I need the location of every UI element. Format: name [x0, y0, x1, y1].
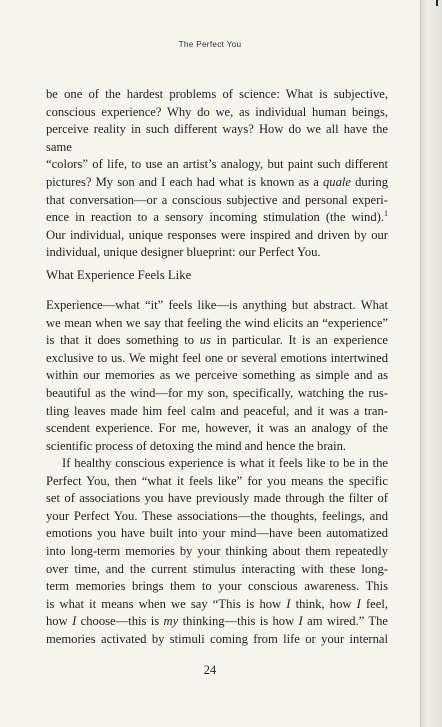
text-line: into long-term memories by your thinking about them repeatedly [46, 543, 388, 558]
footnote-ref: 1 [384, 209, 388, 219]
section-heading: What Experience Feels Like [46, 268, 192, 282]
text-line: conscious experience? Why do we, as individual human beings, [46, 104, 388, 119]
text-line: pictures? My son and I each had what is known as a quale during [46, 174, 388, 189]
text-line: over time, and the current stimulus interacting with these long- [46, 561, 388, 576]
text-line: individual, unique designer blueprint: our Perfect You. [46, 245, 321, 260]
text-line: your Perfect You. These associations—the thoughts, feelings, and [46, 508, 388, 523]
text-line: scendent experience. For me, however, it was an analogy of the [46, 421, 388, 436]
text-line: we mean when we say that feeling the wind elicits an “experience” [46, 315, 388, 330]
paragraph [46, 297, 388, 455]
text-line: is that it does something to us in particular. It is an experience [46, 333, 388, 348]
paragraph-continuation [46, 86, 388, 262]
corner-mark [436, 0, 438, 6]
text-line: If healthy conscious experience is what it feels like to be in the [62, 456, 388, 470]
text-line: perceive reality in such different ways? How do we all have the same [46, 122, 388, 154]
page-edge-line [420, 0, 421, 727]
text-line: Perfect You, then “what it feels like” for you means the specific [46, 473, 388, 488]
text-line: set of associations you have previously made through the filter of [46, 491, 388, 506]
text-line: tling leaves made him feel calm and peaceful, and it was a tran- [46, 403, 388, 418]
text-line: be one of the hardest problems of science: What is subjective, [46, 87, 388, 101]
text-line: beautiful as the wind—for my son, specifically, watching the rus- [46, 385, 388, 400]
text-line: “colors” of life, to use an artist’s analogy, but paint such different [46, 157, 388, 172]
text-line: exclusive to us. We might feel one or several emotions intertwined [46, 350, 388, 365]
text-line: emotions you have built into your mind—have been automatized [46, 526, 388, 541]
running-head: The Perfect You [178, 40, 242, 49]
text-line: how I choose—this is my thinking—this is how I am wired.” The [46, 614, 388, 629]
text-line: term memories brings them to your conscious awareness. This [46, 579, 388, 594]
text-line: Our individual, unique responses were inspired and driven by our [46, 227, 388, 242]
text-line: memories activated by stimuli coming from life or your internal [46, 631, 388, 646]
text-line: is what it means when we say “This is how I think, how I feel, [46, 596, 389, 611]
text-line: Experience—what “it” feels like—is anything but abstract. What [46, 298, 388, 312]
text-line: ence in reaction to a sensory incoming stimulation (the wind).$^1$ [46, 209, 388, 225]
paragraph [46, 455, 388, 649]
text-line: scientific process of detoxing the mind and hence the brain. [46, 438, 347, 453]
text-line: within our memories as we perceive something as simple and as [46, 368, 388, 383]
page-edge [420, 0, 442, 727]
text-line: that conversation—or a conscious subjective and personal experi- [46, 192, 388, 207]
page-number: 24 [203, 663, 217, 677]
